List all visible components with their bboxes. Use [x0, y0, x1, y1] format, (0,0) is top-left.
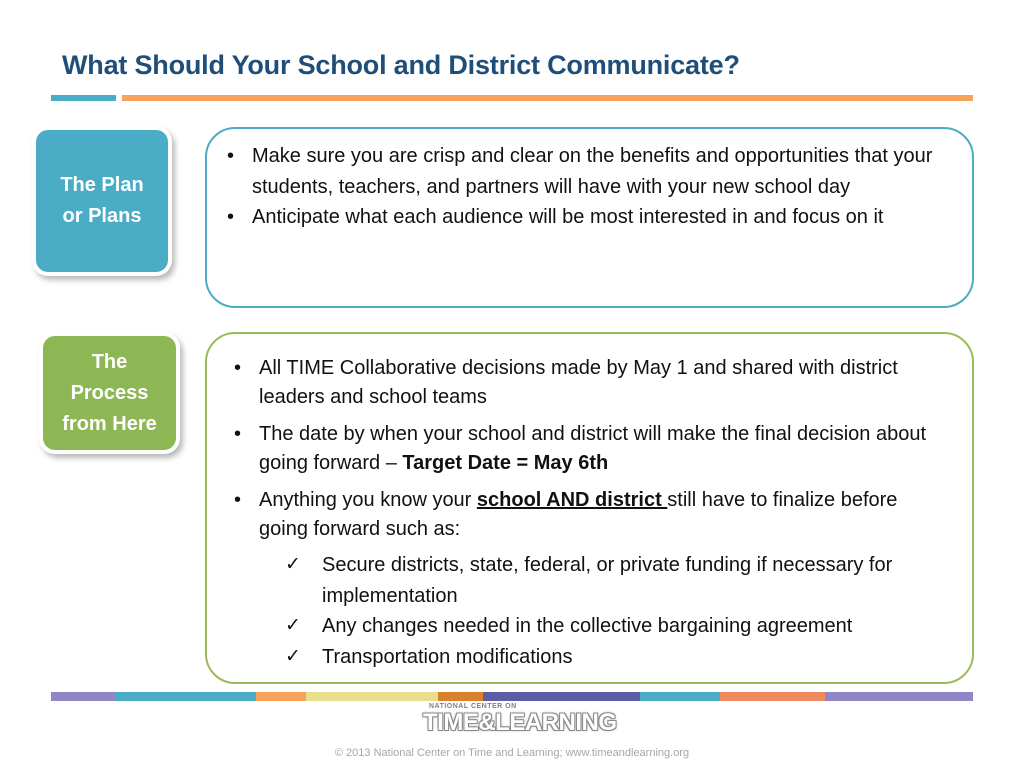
process-tag-line3: from Here — [62, 412, 157, 435]
plan-tag-line1: The Plan — [60, 174, 144, 196]
checkmark-icon: ✓ — [285, 645, 301, 667]
copyright-text: © 2013 National Center on Time and Learning; www.timeandlearning.org — [334, 747, 690, 759]
plan-tag-line2: or Plans — [62, 205, 142, 227]
checklist — [285, 550, 952, 672]
school-and-district-emphasis: school AND district — [476, 489, 668, 511]
footer-bar-segment — [640, 692, 720, 701]
process-tag-line2: Process — [70, 381, 149, 404]
plan-bullet-1: • Make sure you are crisp and clear on the benefits and opportunities that your students, teachers, and partners will have with your new school day — [252, 141, 952, 202]
process-tag-line1: The — [91, 350, 128, 373]
title-rule — [122, 95, 973, 101]
process-bullet-2 — [259, 420, 944, 477]
footer-bar-segment — [116, 692, 256, 701]
plan-box — [205, 127, 974, 308]
logo-tagline: NATIONAL CENTER ON — [429, 703, 517, 710]
process-bullet-2-text: The date by when your school and district will make the final decision about going forward – — [259, 423, 927, 474]
slide-title: What Should Your School and District Communicate? — [62, 50, 740, 80]
process-bullet-3 — [259, 486, 944, 543]
plan-bullet-list — [252, 141, 952, 233]
time-and-learning-logo — [423, 703, 617, 739]
checklist-item — [285, 642, 952, 673]
checklist-item-text: Secure districts, state, federal, or private funding if necessary for implementation — [322, 554, 893, 607]
plan-tag — [36, 130, 168, 272]
process-bullet-3-post: still have to finalize before going forward such as: — [259, 489, 898, 540]
footer-bar-segment — [438, 692, 483, 701]
checklist-item — [285, 611, 952, 642]
footer-bar-segment — [256, 692, 306, 701]
process-bullet-3-pre: Anything you know your — [259, 489, 477, 511]
checkmark-icon: ✓ — [285, 615, 301, 636]
target-date: Target Date = May 6th — [402, 451, 609, 474]
process-tag — [43, 336, 176, 450]
process-bullet-list — [259, 354, 944, 552]
title-rule-accent — [51, 95, 116, 101]
footer-bar-segment — [51, 692, 116, 701]
footer-color-bar — [51, 692, 973, 701]
footer-bar-segment — [720, 692, 825, 701]
footer-bar-segment — [306, 692, 438, 701]
process-bullet-1: • All TIME Collaborative decisions made by May 1 and shared with district leaders and school teams — [259, 354, 944, 411]
plan-bullet-2: • Anticipate what each audience will be most interested in and focus on it — [252, 202, 952, 233]
checklist-item-text: Any changes needed in the collective bargaining agreement — [322, 615, 853, 637]
checklist-item-text: Transportation modifications — [322, 645, 573, 668]
checklist-item — [285, 550, 952, 611]
process-box — [205, 332, 974, 684]
footer-bar-segment — [825, 692, 973, 701]
footer-bar-segment — [483, 692, 640, 701]
logo-wordmark: TIME&LEARNING — [423, 709, 617, 736]
checkmark-icon: ✓ — [285, 554, 301, 575]
